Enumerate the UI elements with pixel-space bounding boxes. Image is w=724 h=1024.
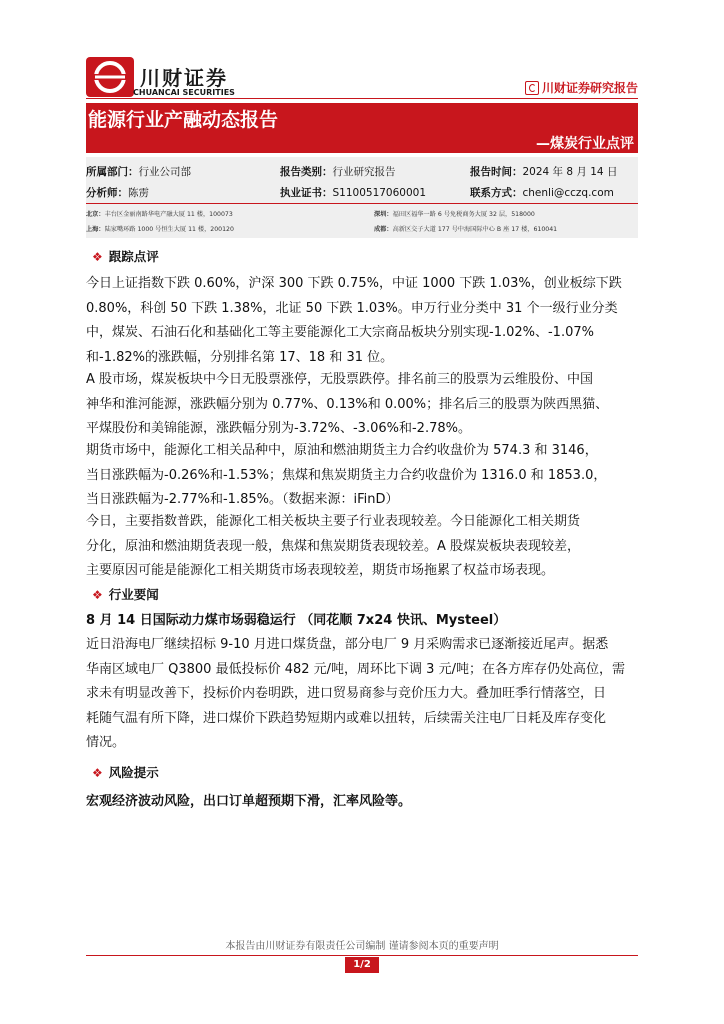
news-paragraph <box>86 633 638 756</box>
report-label-text: 川财证券研究报告 <box>541 81 638 95</box>
paragraph-line: 中，煤炭、石油石化和基础化工等主要能源化工大宗商品板块分别实现-1.02%、-1.07% <box>86 325 594 340</box>
diamond-bullet-icon: ❖ <box>92 588 103 602</box>
analyst-value: 陈雳 <box>128 187 149 199</box>
paragraph-line: 平煤股份和美锦能源，涨跌幅分别为-3.72%、-3.06%和-2.78%。 <box>86 421 471 436</box>
address-label: 成都： <box>374 226 393 233</box>
office-addresses <box>86 203 638 238</box>
tracking-paragraph-2 <box>86 368 638 442</box>
paragraph-line: 和-1.82%的涨跌幅，分别排名第 17、18 和 31 位。 <box>86 349 394 365</box>
paragraph-line: 情况。 <box>86 735 126 750</box>
dept-value: 行业公司部 <box>138 166 191 178</box>
paragraph-line: 今日上证指数下跌 0.60%，沪深 300 下跌 0.75%，中证 1000 下跌 1.03%，创业板综下跌 <box>86 276 622 291</box>
paragraph-line: 今日，主要指数普跌，能源化工相关板块主要子行业表现较差。今日能源化工相关期货 <box>86 514 581 529</box>
cert-info <box>280 185 426 200</box>
analyst-info <box>86 185 149 200</box>
address-label: 上海： <box>86 226 105 233</box>
type-label: 报告类别： <box>280 166 333 178</box>
report-subtitle: —煤炭行业点评 <box>536 136 634 152</box>
cert-label: 执业证书： <box>280 187 333 199</box>
paragraph-line: 当日涨跌幅为-2.77%和-1.85%。（数据来源：iFinD） <box>86 492 399 507</box>
type-info <box>280 164 396 179</box>
cert-value: S1100517060001 <box>332 187 427 199</box>
paragraph-line: 华南区域电厂 Q3800 最低投标价 482 元/吨，周环比下调 3 元/吨；在各方库存仍处高位，需 <box>86 661 625 677</box>
section-title: 风险提示 <box>108 765 159 780</box>
paragraph-line: 当日涨跌幅为-0.26%和-1.53%；焦煤和焦炭期货主力合约收盘价为 1316.0 和 1853.0， <box>86 467 607 483</box>
section-title: 行业要闻 <box>108 587 159 602</box>
contact-label: 联系方式： <box>470 187 523 199</box>
brand-name: 川财证券 <box>140 66 228 90</box>
address-label: 深圳： <box>374 211 393 218</box>
address-value: 陆家嘴环路 1000 号恒生大厦 11 楼，200120 <box>104 226 234 233</box>
address-shenzhen <box>374 209 535 218</box>
dept-label: 所属部门： <box>86 166 139 178</box>
brand-name-en: CHUANCAI SECURITIES <box>133 88 235 97</box>
paragraph-line: 神华和淮河能源，涨跌幅分别为 0.77%、0.13%和 0.00%；排名后三的股票为陕西黑猫、 <box>86 396 609 412</box>
section-title: 跟踪点评 <box>108 249 159 264</box>
paragraph-line: 求未有明显改善下，投标价内卷明跌，进口贸易商参与竞价压力大。叠加旺季行情落空，日 <box>86 686 607 701</box>
type-value: 行业研究报告 <box>332 166 396 178</box>
section-risk <box>92 763 159 781</box>
paragraph-line: 近日沿海电厂继续招标 9-10 月进口煤货盘，部分电厂 9 月采购需求已逐渐接近尾声。据悉 <box>86 637 609 652</box>
contact-info <box>470 185 614 200</box>
address-chengdu <box>374 224 557 233</box>
risk-text: 宏观经济波动风险，出口订单超预期下滑，汇率风险等。 <box>86 794 412 809</box>
paragraph-line: 分化，原油和燃油期货表现一般，焦煤和焦炭期货表现较差。A 股煤炭板块表现较差， <box>86 538 581 554</box>
tracking-paragraph-1 <box>86 272 638 370</box>
section-news <box>92 585 159 603</box>
address-label: 北京： <box>86 211 105 218</box>
report-title: 能源行业产融动态报告 <box>88 109 279 131</box>
report-label <box>525 79 638 96</box>
paragraph-line: 期货市场中，能源化工相关品种中，原油和燃油期货主力合约收盘价为 574.3 和 3146， <box>86 443 598 458</box>
paragraph-line: 主要原因可能是能源化工相关期货市场表现较差，期货市场拖累了权益市场表现。 <box>86 563 555 578</box>
footer-disclaimer: 本报告由川财证券有限责任公司编制 谨请参阅本页的重要声明 <box>225 941 499 952</box>
dept-info <box>86 164 191 179</box>
paragraph-line: 0.80%，科创 50 下跌 1.38%，北证 50 下跌 1.03%。申万行业分类中 31 个一级行业分类 <box>86 300 618 316</box>
address-value: 福田区福华一路 6 号免税商务大厦 32 层，518000 <box>392 211 535 218</box>
address-value: 丰台区金丽南路华电产融大厦 11 楼，100073 <box>104 211 233 218</box>
header-divider <box>86 98 638 99</box>
news-headline: 8 月 14 日国际动力煤市场弱稳运行 （同花顺 7x24 快讯、Mysteel） <box>86 613 507 628</box>
time-value: 2024 年 8 月 14 日 <box>522 166 618 178</box>
diamond-bullet-icon: ❖ <box>92 250 103 264</box>
report-logo-icon <box>525 81 539 95</box>
page-number: 1/2 <box>345 957 379 973</box>
time-info <box>470 164 617 179</box>
section-tracking <box>92 247 159 265</box>
address-value: 高新区交子大道 177 号中海国际中心 B 座 17 楼，610041 <box>392 226 558 233</box>
paragraph-line: 耗随气温有所下降，进口煤价下跌趋势短期内或难以扭转，后续需关注电厂日耗及库存变化 <box>86 710 607 726</box>
contact-value[interactable]: chenli@cczq.com <box>522 187 614 199</box>
diamond-bullet-icon: ❖ <box>92 766 103 780</box>
address-shanghai <box>86 224 234 233</box>
paragraph-line: A 股市场，煤炭板块中今日无股票涨停，无股票跌停。排名前三的股票为云维股份、中国 <box>86 372 594 387</box>
time-label: 报告时间： <box>470 166 523 178</box>
tracking-paragraph-3 <box>86 439 638 513</box>
chuancai-logo-icon <box>86 57 134 97</box>
address-beijing <box>86 209 233 218</box>
title-banner <box>86 103 638 153</box>
footer-divider <box>86 955 638 956</box>
report-info <box>86 157 638 203</box>
tracking-paragraph-4 <box>86 510 638 584</box>
analyst-label: 分析师： <box>86 187 128 199</box>
